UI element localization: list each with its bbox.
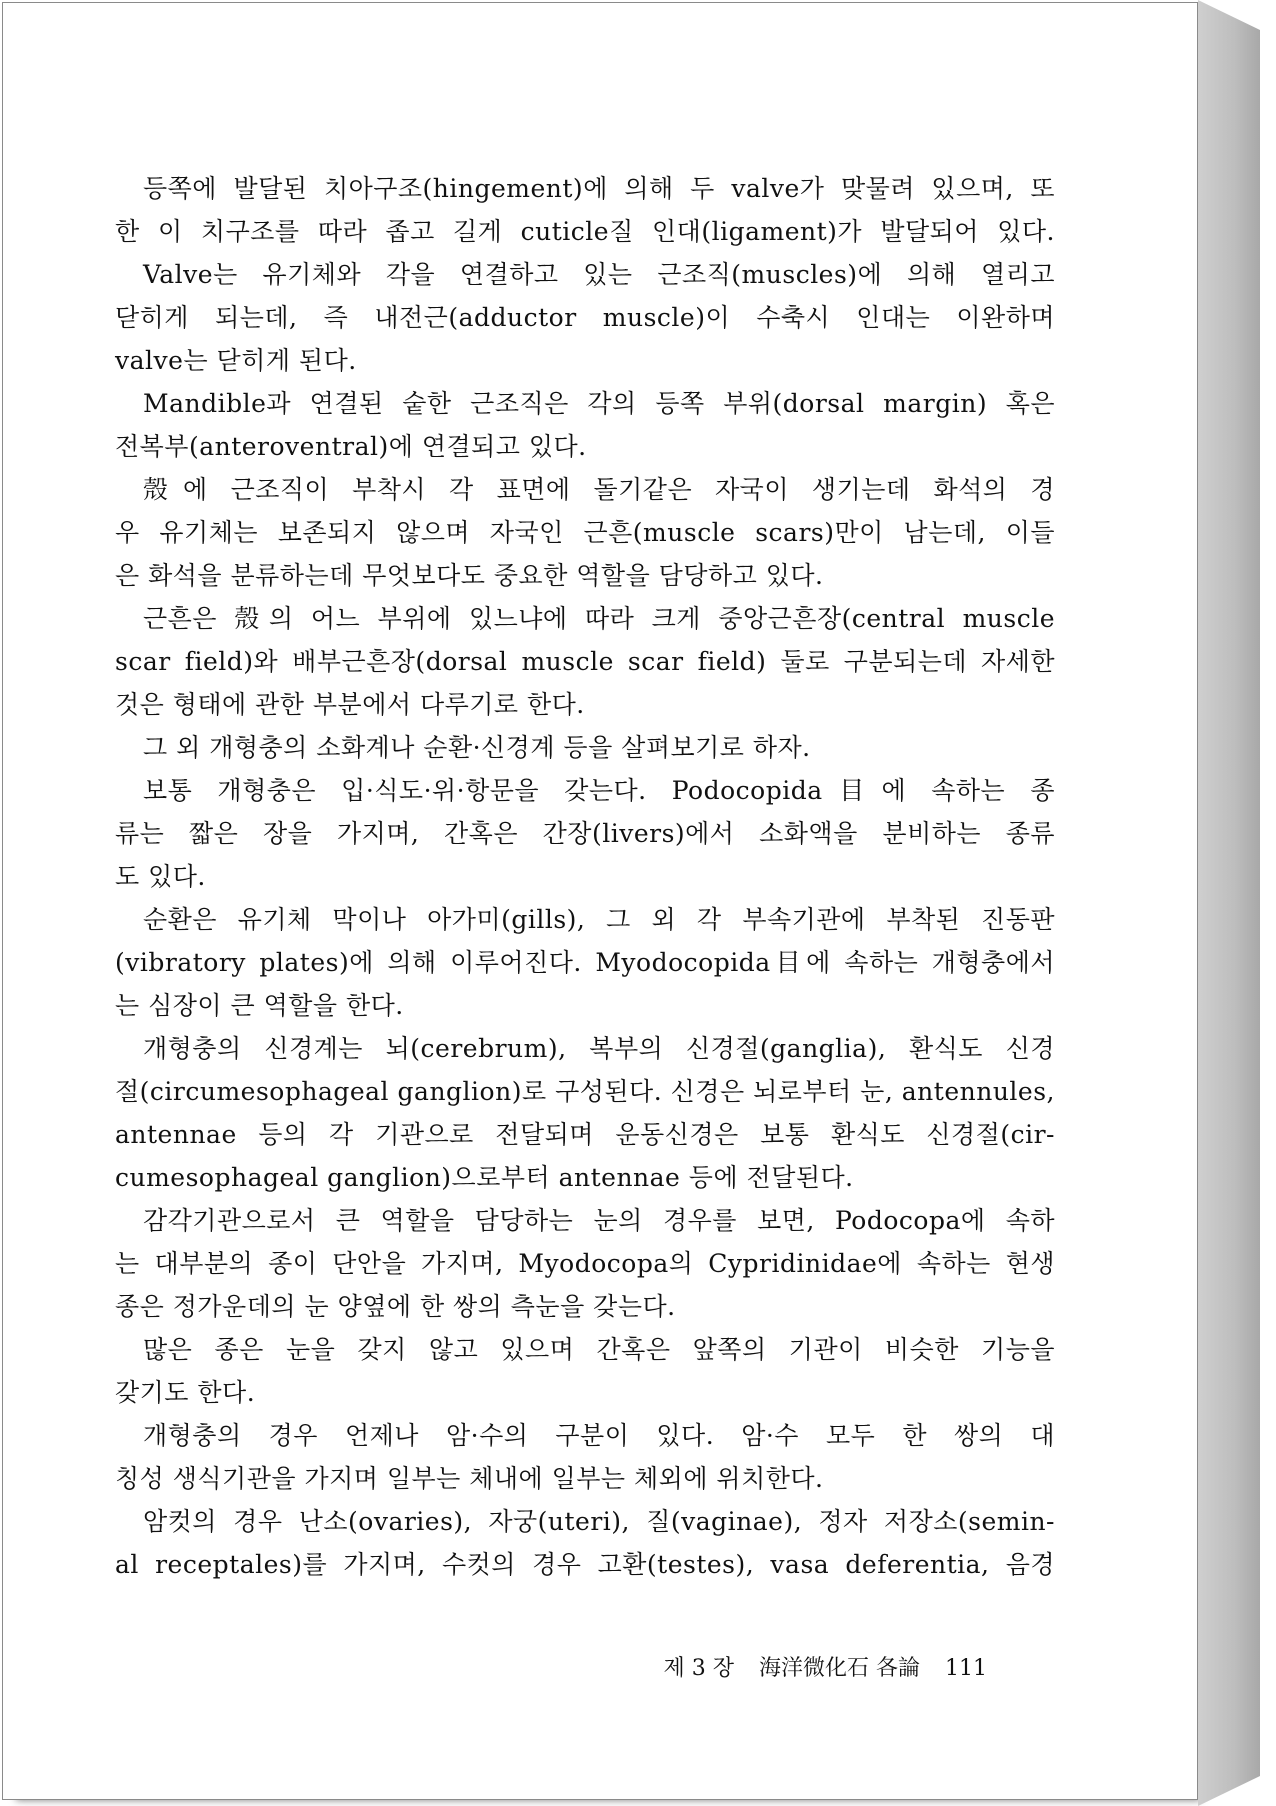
text-line: 근흔은 殼의 어느 부위에 있느냐에 따라 크게 중앙근흔장(central muscle bbox=[143, 604, 1055, 633]
text-line: 개형충의 경우 언제나 암·수의 구분이 있다. 암·수 모두 한 쌍의 대 bbox=[143, 1421, 1055, 1450]
text-line: 전복부(anteroventral)에 연결되고 있다. bbox=[115, 432, 587, 461]
text-line: 는 심장이 큰 역할을 한다. bbox=[115, 991, 404, 1020]
text-line: 암컷의 경우 난소(ovaries), 자궁(uteri), 질(vaginae), 정자 저장소(semin- bbox=[143, 1507, 1055, 1536]
text-line: 감각기관으로서 큰 역할을 담당하는 눈의 경우를 보면, Podocopa에 속하 bbox=[143, 1206, 1055, 1235]
text-line: Mandible과 연결된 숱한 근조직은 각의 등쪽 부위(dorsal margin) 혹은 bbox=[143, 389, 1055, 418]
text-line: 류는 짧은 장을 가지며, 간혹은 간장(livers)에서 소화액을 분비하는 종류 bbox=[115, 819, 1055, 848]
text-line: 갖기도 한다. bbox=[115, 1378, 256, 1407]
text-line: 우 유기체는 보존되지 않으며 자국인 근흔(muscle scars)만이 남는데, 이들 bbox=[115, 518, 1055, 547]
book-page bbox=[2, 2, 1198, 1800]
text-line: valve는 닫히게 된다. bbox=[115, 346, 357, 375]
text-line: 개형충의 신경계는 뇌(cerebrum), 복부의 신경절(ganglia), 환식도 신경 bbox=[143, 1034, 1055, 1063]
text-line: 것은 형태에 관한 부분에서 다루기로 한다. bbox=[115, 690, 585, 719]
chapter-title: 海洋微化石 各論 bbox=[759, 1656, 920, 1681]
text-line: 등쪽에 발달된 치아구조(hingement)에 의해 두 valve가 맞물려 있으며, 또 bbox=[143, 174, 1055, 203]
text-line: 종은 정가운데의 눈 양옆에 한 쌍의 측눈을 갖는다. bbox=[115, 1292, 676, 1321]
text-line: al receptales)를 가지며, 수컷의 경우 고환(testes), vasa deferentia, 음경 bbox=[115, 1550, 1055, 1579]
text-line: 보통 개형충은 입·식도·위·항문을 갖는다. Podocopida目에 속하는 종 bbox=[143, 776, 1055, 805]
page-edge bbox=[1198, 0, 1260, 1806]
page-footer bbox=[646, 1651, 988, 1682]
text-line: 한 이 치구조를 따라 좁고 길게 cuticle질 인대(ligament)가 발달되어 있다. bbox=[115, 217, 1055, 246]
text-line: 는 대부분의 종이 단안을 가지며, Myodocopa의 Cypridinidae에 속하는 현생 bbox=[115, 1249, 1055, 1278]
text-line: 칭성 생식기관을 가지며 일부는 체내에 일부는 체외에 위치한다. bbox=[115, 1464, 824, 1493]
text-line: 많은 종은 눈을 갖지 않고 있으며 간혹은 앞쪽의 기관이 비슷한 기능을 bbox=[143, 1335, 1055, 1364]
text-line: 순환은 유기체 막이나 아가미(gills), 그 외 각 부속기관에 부착된 진동판 bbox=[143, 905, 1055, 934]
text-line: (vibratory plates)에 의해 이루어진다. Myodocopida目에 속하는 개형충에서 bbox=[115, 948, 1055, 977]
text-line: scar field)와 배부근흔장(dorsal muscle scar field) 둘로 구분되는데 자세한 bbox=[115, 647, 1055, 676]
text-line: 닫히게 되는데, 즉 내전근(adductor muscle)이 수축시 인대는 이완하며 bbox=[115, 303, 1055, 332]
chapter-label: 제 3 장 bbox=[663, 1656, 734, 1681]
text-line: cumesophageal ganglion)으로부터 antennae 등에 전달된다. bbox=[115, 1163, 854, 1192]
text-line: Valve는 유기체와 각을 연결하고 있는 근조직(muscles)에 의해 열리고 bbox=[143, 260, 1055, 289]
text-line: 도 있다. bbox=[115, 862, 206, 891]
text-line: 은 화석을 분류하는데 무엇보다도 중요한 역할을 담당하고 있다. bbox=[115, 561, 824, 590]
text-line: antennae 등의 각 기관으로 전달되며 운동신경은 보통 환식도 신경절(cir- bbox=[115, 1120, 1055, 1149]
text-line: 절(circumesophageal ganglion)로 구성된다. 신경은 뇌로부터 눈, antennules, bbox=[115, 1077, 1055, 1106]
body-text bbox=[115, 167, 1055, 1586]
page-number: 111 bbox=[945, 1656, 987, 1681]
text-line: 그 외 개형충의 소화계나 순환·신경계 등을 살펴보기로 하자. bbox=[143, 733, 811, 762]
text-line: 殼에 근조직이 부착시 각 표면에 돌기같은 자국이 생기는데 화석의 경 bbox=[143, 475, 1055, 504]
